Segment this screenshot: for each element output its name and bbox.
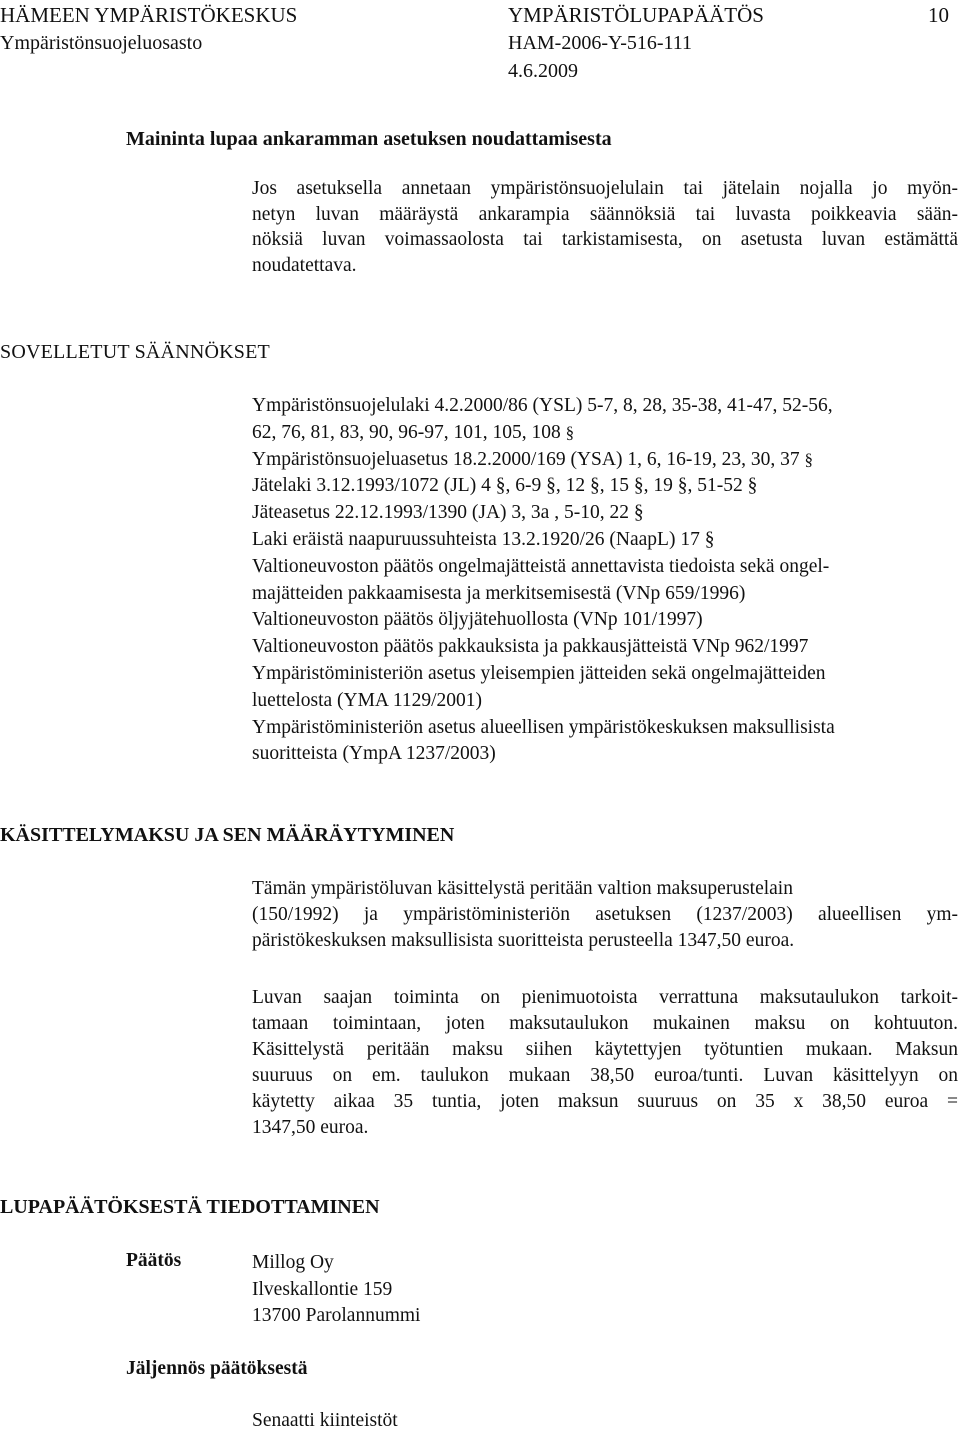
decision-label: Päätös [126, 1250, 182, 1271]
mention-line: netyn luvan määräystä ankarampia säännöksiä tai luvasta poikkeavia sään- [252, 203, 958, 225]
section-sign: § [804, 449, 813, 469]
rules-line-text: Ympäristönsuojeluasetus 18.2.2000/169 (YSA) 1, 6, 16-19, 23, 30, 37 [252, 448, 800, 470]
fee-line: Luvan saajan toiminta on pienimuotoista verrattuna maksutaulukon tarkoit- [252, 987, 958, 1008]
fee-line: Käsittelystä peritään maksu siihen käytettyjen työtuntien mukaan. Maksun [252, 1039, 958, 1060]
fee-paragraph-2 [252, 985, 958, 1141]
rules-line: luettelosta (YMA 1129/2001) [252, 689, 483, 711]
fee-line: suuruus on em. taulukon mukaan 38,50 euroa/tunti. Luvan käsittelyyn on [252, 1065, 958, 1086]
header-date: 4.6.2009 [508, 60, 578, 82]
page-number: 10 [928, 3, 949, 27]
heading-notice: LUPAPÄÄTÖKSESTÄ TIEDOTTAMINEN [0, 1196, 380, 1218]
rules-line: Valtioneuvoston päätös öljyjätehuollosta (VNp 101/1997) [252, 609, 703, 631]
fee-line: Tämän ympäristöluvan käsittelystä peritään valtion maksuperustelain [252, 878, 793, 899]
copy-label: Jäljennös päätöksestä [126, 1358, 308, 1379]
fee-line: (150/1992) ja ympäristöministeriön asetuksen (1237/2003) alueellisen ym- [252, 904, 958, 925]
recipient-postal: 13700 Parolannummi [252, 1305, 421, 1326]
rules-line: Ympäristöministeriön asetus alueellisen ympäristökeskuksen maksullisista [252, 716, 835, 738]
header-dept: Ympäristönsuojeluosasto [0, 32, 203, 54]
fee-line: käytetty aikaa 35 tuntia, joten maksun suuruus on 35 x 38,50 euroa = [252, 1091, 958, 1112]
rules-line: Ympäristöministeriön asetus yleisempien jätteiden sekä ongelmajätteiden [252, 662, 826, 684]
recipient-address [252, 1250, 420, 1330]
rules-line [252, 420, 835, 447]
rules-line: suoritteista (YmpA 1237/2003) [252, 743, 496, 765]
heading-fee: KÄSITTELYMAKSU JA SEN MÄÄRÄYTYMINEN [0, 824, 455, 846]
fee-line: 1347,50 euroa. [252, 1117, 369, 1138]
recipient-name: Millog Oy [252, 1252, 334, 1273]
rules-line: Valtioneuvoston päätös pakkauksista ja pakkausjätteistä VNp 962/1997 [252, 636, 809, 658]
section-sign: § [565, 422, 575, 442]
fee-line: päristökeskuksen maksullisista suoritteista perusteella 1347,50 euroa. [252, 930, 795, 951]
rules-line: Laki eräistä naapuruussuhteista 13.2.1920/26 (NaapL) 17 § [252, 528, 715, 550]
rules-line: Ympäristönsuojelulaki 4.2.2000/86 (YSL) 5-7, 8, 28, 35-38, 41-47, 52-56, [252, 395, 833, 416]
mention-line: noudatettava. [252, 254, 357, 276]
recipient-street: Ilveskallontie 159 [252, 1278, 393, 1300]
copy-recipient: Senaatti kiinteistöt [252, 1410, 398, 1431]
header-doc-type: YMPÄRISTÖLUPAPÄÄTÖS [508, 3, 764, 27]
mention-line: Jos asetuksella annetaan ympäristönsuojelulain tai jätelain nojalla jo myön- [252, 178, 958, 199]
mention-paragraph [252, 176, 958, 278]
rules-line: majätteiden pakkaamisesta ja merkitsemisestä (VNp 659/1996) [252, 582, 746, 604]
fee-paragraph-1 [252, 876, 958, 954]
fee-line: tamaan toimintaan, joten maksutaulukon mukainen maksu on kohtuuton. [252, 1013, 958, 1034]
rules-line: Jäteasetus 22.12.1993/1390 (JA) 3, 3a , 5-10, 22 § [252, 502, 644, 524]
heading-mention: Maininta lupaa ankaramman asetuksen noudattamisesta [126, 128, 612, 150]
rules-list [252, 393, 835, 768]
rules-line: Jätelaki 3.12.1993/1072 (JL) 4 §, 6-9 §, 12 §, 15 §, 19 §, 51-52 § [252, 475, 758, 497]
rules-line-text: 62, 76, 81, 83, 90, 96-97, 101, 105, 108 [252, 421, 561, 443]
header-doc-id: HAM-2006-Y-516-111 [508, 32, 693, 54]
mention-line: nöksiä luvan voimassaolosta tai tarkistamisesta, on asetusta luvan estämättä [252, 229, 958, 250]
heading-rules: SOVELLETUT SÄÄNNÖKSET [0, 341, 270, 363]
header-org: HÄMEEN YMPÄRISTÖKESKUS [0, 3, 298, 27]
rules-line: Valtioneuvoston päätös ongelmajätteistä annettavista tiedoista sekä ongel- [252, 555, 830, 577]
rules-line [252, 447, 835, 474]
